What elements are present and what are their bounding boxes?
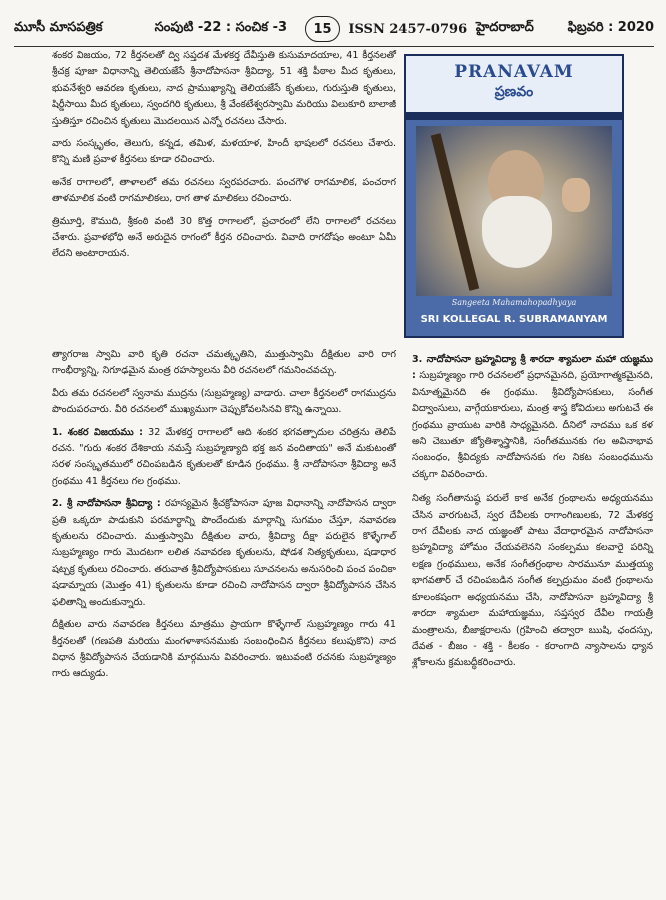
issue-date: ఫిబ్రవరి : 2020	[567, 20, 654, 35]
running-header	[14, 12, 654, 46]
section-2	[52, 496, 396, 611]
magazine-cover-image	[404, 54, 624, 338]
section-heading: 2. శ్రీ నాదోపాసనా శ్రీవిద్యా :	[52, 498, 161, 510]
page-number: 15	[305, 16, 341, 42]
section-body: సుబ్రహ్మణ్యం గారి రచనలలో ప్రధానమైనది, ప్రయోగాత్మకమైనది, వినూత్నమైనది ఈ గ్రంథము. శ్రీవిద్యోపాసకులు, సంగీత విద్వాంసులు, వాగ్గేయకారులు, మంత్ర శాస్త్ర కోవిదులు అగుటచే ఈ గ్రంథము వ్రాయుట వారికి సాధ్యమైనది. దీనిలో నాదము ఒక కళ అని చెబుతూ జ్యోతిశ్శాస్త్రానికి, సంగీతమునకు గల అవినాభావ సంబంధం, శ్రీవిద్యకు నాదోపాసనకు గల నికట సంబంధమును చక్కగా వివరించారు.	[412, 370, 653, 480]
cover-tagline: Sangeeta Mahamahopadhyaya	[451, 298, 577, 307]
issue-number: సంపుటి -22 : సంచిక -3	[154, 20, 288, 35]
right-column	[412, 352, 653, 678]
section-heading: 3. నాదోపాసనా బ్రహ్మవిద్యా శ్రీ శారదా శ్యామలా మహా యజ్ఞము :	[412, 354, 653, 382]
portrait-hand	[562, 178, 590, 212]
paragraph: త్యాగరాజ స్వామి వారి కృతి రచనా చమత్కృతిని, ముత్తుస్వామి దీక్షితుల వారి రాగ గాంభీర్యాన్ని, నిగూఢమైన మంత్ర రహస్యాలను వీరి రచనలలో గమనించవచ్చు.	[52, 349, 396, 377]
section-heading: 1. శంకర విజయము :	[52, 426, 143, 438]
cover-banner	[406, 56, 622, 112]
paragraph: అనేక రాగాలలో, తాళాలలో తమ రచనలు స్వరపరచారు. పంచగౌళ రాగమాలిక, పంచరాగ తాళమాలిక వంటి రాగమాలికలు, రాగ తాళ మాలికలు రచించారు.	[52, 176, 396, 205]
paragraph: వారు సంస్కృతం, తెలుగు, కన్నడ, తమిళ, మళయాళ, హిందీ భాషలలో రచనలు చేశారు. కొన్ని మణి ప్రవాళ కీర్తనలు కూడా రచించారు.	[52, 138, 396, 166]
cover-strip	[406, 112, 622, 120]
cover-name: SRI KOLLEGAL R. SUBRAMANYAM	[420, 314, 608, 325]
cover-title: PRANAVAM	[454, 62, 574, 82]
paragraph: దీక్షితుల వారు నవావరణ కీర్తనలు మాత్రము ప్రాయగా కొళ్ళేగాల్ సుబ్రహ్మణ్యం గారు 41 కీర్తనలతో (గణపతి మరియు మంగళాశాసనముకు సంబంధించిన కీర్తనలు కలుపుకొని) నాద విధాన శ్రీవిద్యోపాసన చేయడానికి మార్గమును వివరించారు. ఇటువంటి రచనకు సుబ్రహ్మణ్యం గారు ఆద్యుడు.	[52, 619, 396, 680]
city: హైదరాబాద్	[475, 20, 534, 35]
paragraph: నిత్య సంగీతానుష్ఠ పరులే కాక అనేక గ్రంథాలను అధ్యయనము చేసిన వారగుటచే, స్వర దేవీలకు రాగాంగిణులకు, 72 మేళకర్త రాగ దేవీలకు నాద యజ్ఞంతో పాటు వేదాధారమైన నాదోపాసనా బ్రహ్మవిద్యా హోమం చేయవలెనని సంకల్పము కలవారై పరిన్ని లక్షణ గ్రంథములు, అనేక సంగీతగ్రంథాల సారమునూ ముత్తయ్య భాగవతార్ చే రచింపబడిన సంగీత కల్పద్రుమం వంటి గ్రంథాలను కూలంకషంగా అధ్యయనము చేసి, నాదోపాసనా బ్రహ్మవిద్యా శ్రీ శారదా శ్యామలా మహాయజ్ఞము, సప్తస్వర దేవీల గాయత్రీ మంత్రాలను, బీజాక్షరాలను (గ్రహించి తద్వారా ఋషి, ఛందస్సు, దేవత - బీజం - శక్తి - కీలకం - కరాంగాది న్యాసాలను ధ్యాన శ్లోకాలను క్రమబద్ధీకరించారు.	[412, 493, 653, 669]
paragraph: శంకర విజయం, 72 కీర్తనలతో ద్వి సప్తదశ మేళకర్త దేవీస్తుతి కుసుమాదయాల, 41 కీర్తనలతో శ్రీచక్ర పూజా విధానాన్ని తెలియజేసే శ్రీనాదోపాసనా శ్రీవిద్యా, 51 శక్తి పీఠాల మీద కృతులు, భువనేశ్వరి ఆవరణ కృతులు, నాద ప్రాముఖ్యాన్ని తెలియజేసే కృతులు, గురుస్తుతి కృతులు, షిర్డీసాయి మీద కృతులు, స్వందగిరి కృతులు, శ్రీ వేంకటేశ్వరస్వామి మరియు విలుకూరి బాలాజీ స్తుతిస్తూ రచించిన కృతులు మొదలయిన ఎన్నో రచనలు చేసారు.	[52, 50, 396, 127]
magazine-name: మూసీ మాసపత్రిక	[14, 20, 103, 35]
section-body: 32 మేళకర్త రాగాలలో ఆది శంకర భగవత్పాదుల చరిత్రను తెలిపే రచన. "గురు శంకర దేశికాయ నమస్తే సుబ్రహ్మణ్యాది భక్త జన వందితాయ" అనే మకుటంతో సరళ సంస్కృతములో రచింపబడిన కృతులతో కూడిన గ్రంథము. శ్రీ నాదోపాసనా శ్రీవిద్యా అనే గ్రంథము 41 కీర్తనలు గల గ్రంథము.	[52, 426, 396, 487]
left-column-main	[52, 347, 396, 689]
paragraph: త్రిమూర్తి, కౌముది, శ్రీకంఠి వంటి 30 కొత్త రాగాలలో, ప్రచారంలో లేని రాగాలలో రచనలు చేశారు. ప్రవాళభోధి అనే అరుదైన రాగంలో కీర్తన రచించారు. వివాది రాగదోషం అంటూ ఏమీ లేదని అంటారాయన.	[52, 215, 396, 260]
cover-title-telugu: ప్రణవం	[494, 84, 534, 100]
left-column-top	[52, 48, 396, 269]
section-1	[52, 425, 396, 491]
veena-neck	[431, 133, 479, 291]
issn: ISSN 2457-0796	[348, 21, 468, 37]
section-3	[412, 352, 653, 483]
portrait-beard	[482, 196, 552, 268]
section-body: రహస్యమైన శ్రీచక్రోపాసనా పూజ విధానాన్ని నాదోపాసన ద్వారా ప్రతి ఒక్కరూ పాడుకుని పరమార్థాన్ని పొందేందుకు మార్గాన్ని సుగమం చేస్తూ, నవావరణ కృతులను రచించారు. ముత్తుస్వామి దీక్షితుల వారు, శ్రీవిద్యా దీక్షా పరులైన కొళ్ళేగాల్ సుబ్రహ్మణ్యం గారు మొదటగా లలిత నవావరణ కృతులను, షోడశ నిత్యకృతులు, షడాధార షట్చక్ర కృతులు రచించారు. తరువాత శ్రీవిద్యోపాసకులు సూచనలను అనుసరించి పంచ పంచికా షడామ్నాయ (మొత్తం 41) కృతులను కూడా రచించి నాదోపాసన ద్వారా శ్రీవిద్యోపాసన చేసిన ఫలితాన్ని అందుకున్నారు.	[52, 498, 396, 608]
cover-portrait	[416, 126, 612, 296]
header-rule	[14, 46, 654, 47]
paragraph: వీరు తమ రచనలలో స్వనామ ముద్రను (సుబ్రహ్మణ్య) వాడారు. చాలా కీర్తనలలో రాగముద్రను పొందుపరచారు. వీరి రచనలలో ముఖ్యముగా చెప్పుకోవలసినవి కొన్ని ఉన్నాయి.	[52, 387, 396, 416]
